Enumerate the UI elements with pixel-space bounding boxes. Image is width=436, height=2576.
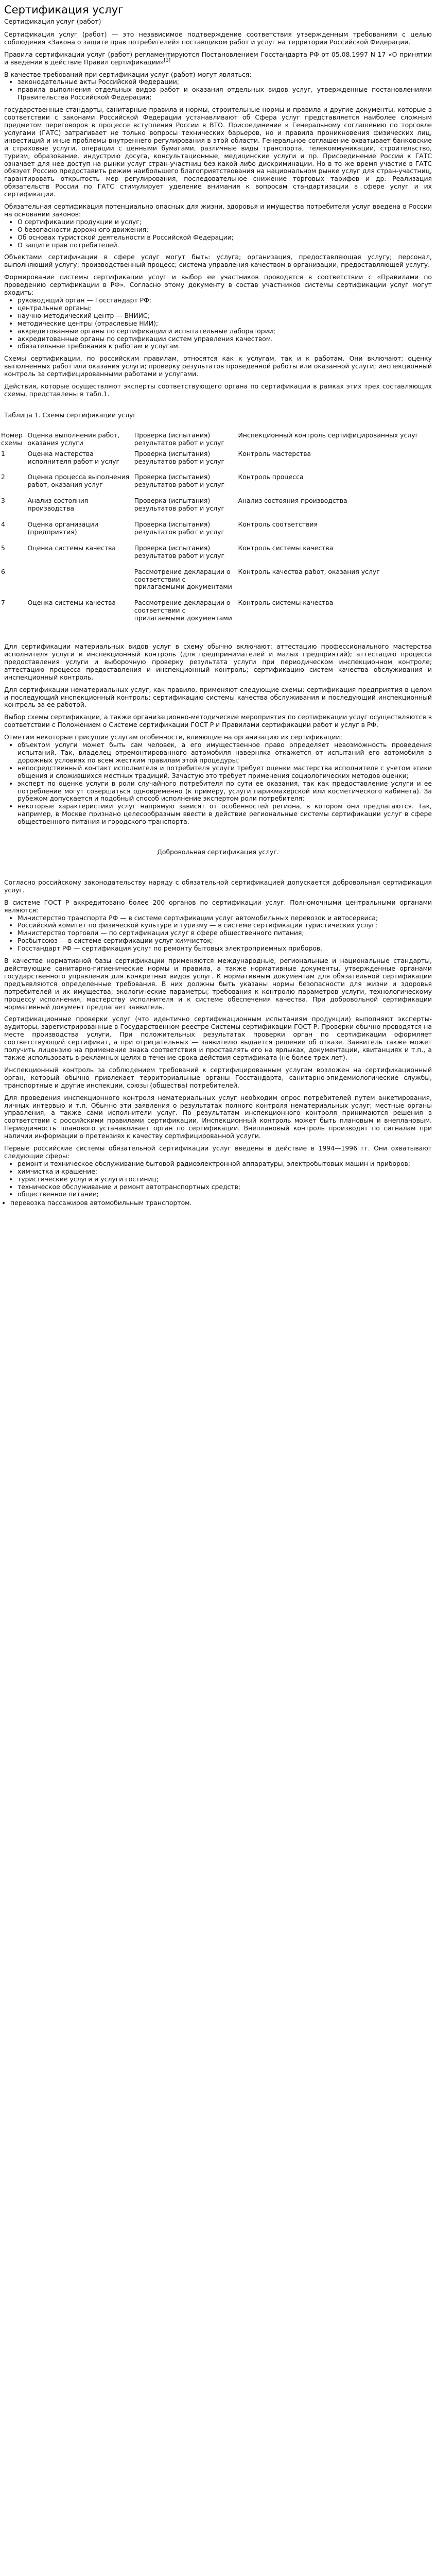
participants-list xyxy=(4,297,432,350)
list-item: • Госстандарт РФ — сертификация услуг по ремонту бытовых электроприемных приборов. xyxy=(18,945,432,953)
list-item: • центральные органы; xyxy=(18,304,432,312)
cell-check: Рассмотрение декларации о соответствии с прилагаемыми документами xyxy=(134,567,232,591)
list-item: • Министерство транспорта РФ — в системе сертификации услуг автомобильных перевозок и автосервиса; xyxy=(18,914,432,922)
table-caption: Таблица 1. Схемы сертификации услуг xyxy=(4,411,136,419)
paragraph: Выбор схемы сертификации, а также организационно-методические мероприятия по сертификации услуг осуществляются в соответствии с Положением о Системе сертификации ГОСТ Р и Правилами сертификации работ и услуг в РФ. xyxy=(4,713,432,729)
column-header: Проверка (испытания) результатов работ и услуг xyxy=(134,431,225,447)
paragraph: В качестве нормативной базы сертификации применяются международные, региональные и национальные стандарты, действующие санитарно-гигиенические нормы и правила, а также нормативные документы, утвержденные органами государственного управления для конкретных видов услуг. К нормативным документам для обязательной сертификации предъявляются определенные требования. В них должны быть указаны нормы безопасности для жизни и здоровья потребителей и их имущества; экологические параметры; требования к контролю параметров услуги, технологическому процессу исполнения, мастерству исполнителя и к системе обеспечения качества. При добровольной сертификации нормативный документ предлагает заявитель. xyxy=(4,957,432,1011)
paragraph xyxy=(4,51,432,66)
column-header: Инспекционный контроль сертифицированных услуг xyxy=(238,431,419,439)
cell-assessment: Оценка системы качества xyxy=(27,544,116,552)
list-item: • О безопасности дорожного движения; xyxy=(18,226,432,234)
cell-number: 5 xyxy=(1,544,5,552)
central-bodies-list xyxy=(4,914,432,953)
page-title: Сертификация услуг xyxy=(4,4,124,16)
table-row xyxy=(0,545,436,568)
cell-check: Проверка (испытания) результатов работ и услуг xyxy=(134,544,225,560)
article xyxy=(0,0,436,1212)
paragraph: Обязательная сертификация потенциально опасных для жизни, здоровья и имущества потребителя услуг введена в России на основании законов: xyxy=(4,202,432,218)
list-item: • Российский комитет по физической культуре и туризму — в системе сертификации туристических услуг; xyxy=(18,922,432,929)
column-header: Оценка выполнения работ, оказания услуги xyxy=(27,431,120,447)
cell-check: Рассмотрение декларации о соответствии с прилагаемыми документами xyxy=(134,599,232,622)
paragraph: Согласно российскому законодательству наряду с обязательной сертификацией допускается добровольная сертификация услуг. xyxy=(4,878,432,894)
cell-number: 4 xyxy=(1,520,5,529)
cell-inspection: Контроль мастерства xyxy=(238,450,311,457)
paragraph: Инспекционный контроль за соблюдением требований к сертифицированным услугам возложен на сертификационный орган, который обычно привлекает территориальные органы Госстандарта, санитарно-эпидемиологические службы, транспортные и другие инспекции, союзы (общества) потребителей. xyxy=(4,1065,432,1089)
schemes-table xyxy=(0,432,436,631)
list-item: • непосредственный контакт исполнителя и потребителя услуги требует оценки мастерства исполнителя с учетом этики общения и сложившихся местных традиций. Зачастую это требует применения социологических методов оценки; xyxy=(18,765,432,780)
list-item: • правила выполнения отдельных видов работ и оказания отдельных видов услуг, утвержденные постановлениями Правительства Российской Федерации; xyxy=(18,86,432,101)
list-item: • Министерство торговли — по сертификации услуг в сфере общественного питания; xyxy=(18,929,432,937)
cell-assessment: Оценка процесса выполнения работ, оказания услуг xyxy=(27,473,130,489)
cell-inspection: Контроль соответствия xyxy=(238,521,318,529)
cell-assessment xyxy=(27,568,133,600)
spheres-list-tail xyxy=(4,1199,432,1207)
cell-inspection: Контроль системы качества xyxy=(238,599,334,607)
paragraph: Первые российские системы обязательной сертификации услуг введены в действие в 1994—1996 гг. Они охватывают следующие сферы: xyxy=(4,1144,432,1160)
page-subtitle: Сертификация услуг (работ) xyxy=(4,18,101,25)
table-row xyxy=(0,450,436,474)
cell-check: Проверка (испытания) результатов работ и услуг xyxy=(134,473,225,489)
paragraph: государственные стандарты, санитарные правила и нормы, строительные нормы и правила и другие документы, которые в соответствии с законами Российской Федерации устанавливают об Сфера услуг представляется наиболее сложным предметом переговоров в процессе вступления России в ВТО. Присоединение к Генеральному соглашению по торговле услугами (ГАТС) затрагивает не только вопросы технических барьеров, но и правила проникновения физических лиц, инвестиций и иные проблемы внутреннего регулирования в этой области. Генеральное соглашение охватывает банковские и страховые услуги, операции с ценными бумагами, различные виды транспорта, телекоммуникации, строительство, туризм, образование, индустрию досуга, консультационные, медицинские услуги и пр. Присоединение России к ГАТС означает для нее доступ на рынки услуг стран-участниц без какой-либо дискриминации. Но в то же время участие в ГАТС обязует Россию предоставить режим наибольшего благоприятствования на национальном рынке услуг для стран-участниц, гарантировать открытость мер регулирования, последовательное снижение торговых тарифов и др. Реализация обязательств России по ГАТС стимулирует уделение внимания к вопросам стандартизации в сфере услуг и их сертификации. xyxy=(4,106,432,198)
cell-number: 7 xyxy=(1,599,5,607)
paragraph: Для сертификации материальных видов услуг в схему обычно включают: аттестацию профессионального мастерства исполнителя услуги и инспекционный контроль (для предпринимателей и малых предприятий); аттестацию процесса предоставления услуги и выборочную проверку результата услуги при периодическом инспекционном контроле; аттестацию процесса предоставления и инспекционный контроль; сертификацию систем качества обслуживания и инспекционный контроль. xyxy=(4,642,432,681)
features-list xyxy=(4,741,432,826)
list-item: • перевозка пассажиров автомобильным транспортом. xyxy=(10,1199,432,1207)
paragraph: Сертификационные проверки услуг (что идентично сертификационным испытаниям продукции) выполняют эксперты-аудиторы, зарегистрированные в Государственном реестре Системы сертификации ГОСТ Р. Проверки обычно проводятся на месте производства услуги. При положительных результатах проверки орган по сертификации оформляет соответствующий сертификат, а при отрицательных — заявителю выдается решение об отказе. Заявитель также может получить лицензию на применение знака соответствия и проставлять его на ярлыках, документации, квитанциях и т.п., а также использовать в рекламных целях в течение срока действия сертификата (не более трех лет). xyxy=(4,1015,432,1061)
cell-assessment: Оценка организации (предприятия) xyxy=(27,520,98,536)
paragraph: Схемы сертификации, по российским правилам, относятся как к услугам, так и к работам. Они включают: оценку выполненных работ или оказания услуги; проверку результатов проведенной работы или оказанной услуги; инспекционный контроль за сертифицированными работами и услугами. xyxy=(4,354,432,378)
table-header-row xyxy=(0,432,436,450)
list-item: • туристические услуги и услуги гостиниц; xyxy=(18,1176,432,1183)
footnote-link[interactable]: [3] xyxy=(164,58,171,63)
list-item: • объектом услуги может быть сам человек, а его имущественное право определяет невозможность проведения испытаний. Так, владелец отремонтированного автомобиля наверняка откажется от испытаний его автомобиля в дорожных условиях по всем жестким правилам этой процедуры; xyxy=(18,741,432,765)
list-item: • научно-методический центр — ВНИИС; xyxy=(18,312,432,320)
list-item: • обязательные требования к работам и услугам. xyxy=(18,343,432,350)
list-item: • некоторые характеристики услуг напрямую зависят от особенностей региона, в котором они предлагаются. Так, например, в Москве признано целесообразным ввести в действие региональные системы сертификации услуг в сфере общественного питания и городского транспорта. xyxy=(18,803,432,826)
cell-assessment: Оценка мастерства исполнителя работ и услуг xyxy=(27,449,120,465)
list-item: • О защите прав потребителей. xyxy=(18,242,432,249)
list-heading: В качестве требований при сертификации услуг (работ) могут являться: xyxy=(4,70,252,78)
list-item: • ремонт и техническое обслуживание бытовой радиоэлектронной аппаратуры, электробытовых машин и приборов; xyxy=(18,1160,432,1168)
list-item: • Росбытсоюз — в системе сертификации услуг химчисток; xyxy=(18,937,432,945)
cell-assessment: Оценка системы качества xyxy=(27,599,116,607)
cell-inspection: Анализ состояния производства xyxy=(238,497,347,505)
list-item: • химчистка и крашение; xyxy=(18,1168,432,1176)
list-item: • эксперт по оценке услуги в роли случайного потребителя по сути ее оказания, так как предоставление услуги и ее потребление могут совершаться одновременно (к примеру, услуги парикмахерской или косметического кабинета). За рубежом допускается и подобный способ исполнение экспертом роли потребителя; xyxy=(18,780,432,803)
cell-number: 6 xyxy=(1,567,5,575)
table-row xyxy=(0,568,436,600)
cell-number: 1 xyxy=(1,449,5,457)
paragraph: Объектами сертификации в сфере услуг могут быть: услуга; организация, предоставляющая услугу; персонал, выполняющий услугу; производственный процесс; система управления качеством в организации, предоставляющей услугу. xyxy=(4,253,432,269)
cell-inspection: Контроль качества работ, оказания услуг xyxy=(238,568,380,575)
list-item: • техническое обслуживание и ремонт автотранспортных средств; xyxy=(18,1183,432,1191)
cell-check: Проверка (испытания) результатов работ и услуг xyxy=(134,449,225,465)
spheres-list xyxy=(4,1160,432,1199)
table-row xyxy=(0,473,436,497)
table-row xyxy=(0,521,436,545)
laws-list xyxy=(4,218,432,249)
section-heading: Добровольная сертификация услуг. xyxy=(157,848,279,856)
paragraph: Действия, которые осуществляют эксперты соответствующего органа по сертификации в рамках этих трех составляющих схемы, представлены в табл.1. xyxy=(4,382,432,398)
paragraph: Отметим некоторые присущие услугам особенности, влияющие на организацию их сертификации: xyxy=(4,733,342,741)
table-row xyxy=(0,497,436,521)
list-item: • Об основах туристской деятельности в Российской Федерации; xyxy=(18,234,432,242)
table-row xyxy=(0,599,436,631)
cell-assessment: Анализ состояния производства xyxy=(27,497,89,513)
list-item: • методические центры (отраслевые НИИ); xyxy=(18,320,432,328)
cell-check: Проверка (испытания) результатов работ и услуг xyxy=(134,520,225,536)
paragraph: Для сертификации нематериальных услуг, как правило, применяют следующие схемы: сертификация предприятия в целом и последующий инспекционный контроль; сертификацию системы качества обслуживания и последующий инспекционный контроль за ее работой. xyxy=(4,685,432,709)
list-item: • О сертификации продукции и услуг; xyxy=(18,218,432,226)
cell-number: 3 xyxy=(1,497,5,505)
requirements-list xyxy=(4,78,432,101)
paragraph-text: Правила сертификации услуг (работ) регламентируются Постановлением Госстандарта РФ от 05.08.1997 N 17 «О принятии и введении в действие Правил сертификации» xyxy=(4,50,432,66)
cell-check: Проверка (испытания) результатов работ и услуг xyxy=(134,497,225,513)
cell-number: 2 xyxy=(1,473,5,481)
list-item: • аккредитованные органы по сертификации систем управления качеством. xyxy=(18,335,432,343)
column-header: Номер схемы xyxy=(1,431,23,447)
paragraph: Формирование системы сертификации услуг и выбор ее участников проводятся в соответствии с «Правилами по проведению сертификации в РФ». Согласно этому документу в состав участников системы сертификации услуг могут входить: xyxy=(4,273,432,297)
paragraph: В системе ГОСТ Р аккредитовано более 200 органов по сертификации услуг. Полномочными центральными органами являются: xyxy=(4,898,432,914)
paragraph: Для проведения инспекционного контроля нематериальных услуг необходим опрос потребителей путем анкетирования, личных интервью и т.п. Обычно эти заявления о результатах полного контроля нематериальных услуг; местные органы управления, а также сами исполнители услуг. По результатам инспекционного контроля принимаются решения в соответствии с российскими правилами сертификации. Инспекционный контроль может быть плановым и внеплановым. Периодичность планового устанавливает орган по сертификации. Внеплановый контроль производят по сигналам при наличии информации о претензиях к качеству сертифицированной услуги. xyxy=(4,1093,432,1140)
cell-inspection: Контроль процесса xyxy=(238,473,304,481)
paragraph: Сертификация услуг (работ) — это независимое подтверждение соответствия утвержденным требованиям с целью соблюдения «Закона о защите прав потребителей» поставщиком работ и услуг на территории Российской Федерации. xyxy=(4,30,432,46)
cell-inspection: Контроль системы качества xyxy=(238,544,334,552)
list-item: • общественное питание; xyxy=(18,1191,432,1198)
list-item: • законодательные акты Российской Федерации; xyxy=(18,78,432,86)
list-item: • руководящий орган — Госстандарт РФ; xyxy=(18,297,432,304)
list-item: • аккредитованные органы по сертификации и испытательные лаборатории; xyxy=(18,328,432,335)
